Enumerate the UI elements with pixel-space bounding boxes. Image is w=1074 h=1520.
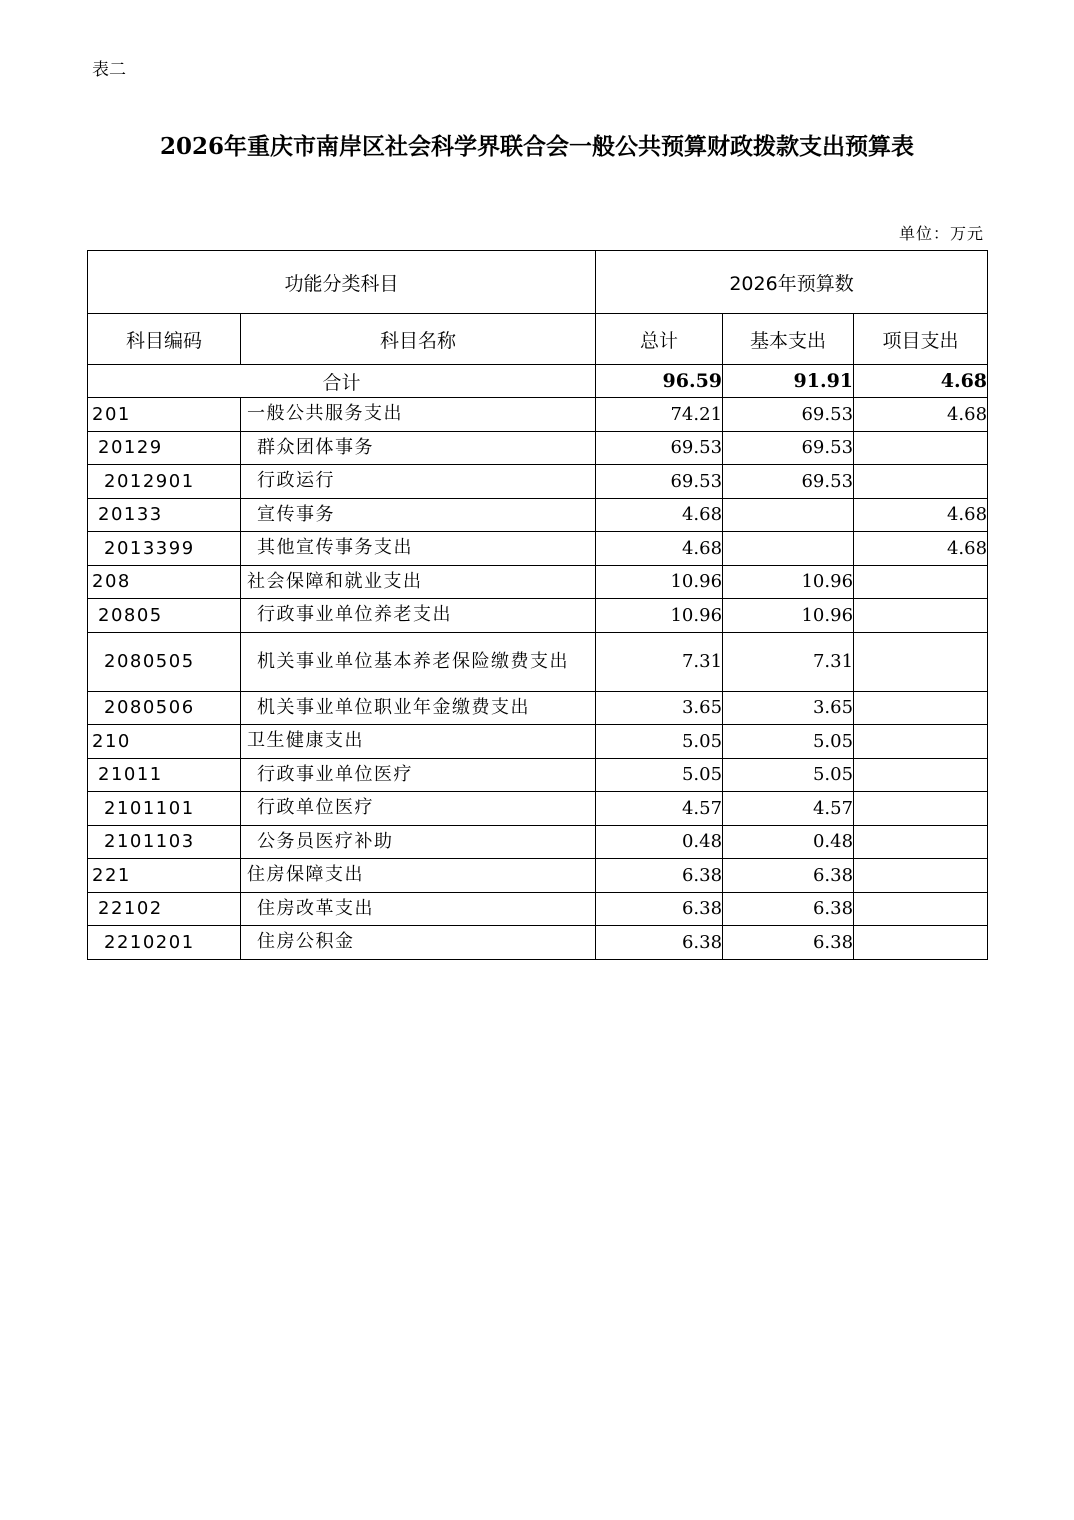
table-row	[88, 758, 988, 792]
row-total: 6.38	[596, 892, 723, 926]
row-project	[854, 926, 988, 960]
row-project	[854, 825, 988, 859]
row-project	[854, 431, 988, 465]
row-name-text: 行政运行	[257, 470, 335, 492]
table-row	[88, 599, 988, 633]
table-row	[88, 398, 988, 432]
row-name	[241, 398, 596, 432]
row-code	[88, 725, 241, 759]
row-basic: 10.96	[723, 599, 854, 633]
row-total: 10.96	[596, 599, 723, 633]
total-sum: 96.59	[596, 365, 723, 398]
row-total: 6.38	[596, 859, 723, 893]
row-code	[88, 398, 241, 432]
row-basic	[723, 498, 854, 532]
row-name-text: 一般公共服务支出	[247, 403, 403, 425]
table-row	[88, 532, 988, 566]
group-header-category: 功能分类科目	[88, 251, 596, 314]
row-name-text: 宣传事务	[257, 503, 335, 525]
row-code-text: 2210201	[104, 931, 195, 953]
row-total: 6.38	[596, 926, 723, 960]
total-project: 4.68	[854, 365, 988, 398]
row-project	[854, 758, 988, 792]
table-row	[88, 892, 988, 926]
row-code	[88, 431, 241, 465]
row-total: 0.48	[596, 825, 723, 859]
row-total: 10.96	[596, 565, 723, 599]
table-row	[88, 926, 988, 960]
row-project: 4.68	[854, 532, 988, 566]
row-total: 5.05	[596, 725, 723, 759]
row-project: 4.68	[854, 498, 988, 532]
table-row	[88, 792, 988, 826]
column-header-project: 项目支出	[854, 314, 988, 365]
row-project	[854, 892, 988, 926]
column-header-basic: 基本支出	[723, 314, 854, 365]
row-basic: 3.65	[723, 691, 854, 725]
row-name	[241, 691, 596, 725]
group-header-row	[88, 251, 988, 314]
row-code-text: 20805	[98, 604, 163, 626]
column-header-code: 科目编码	[88, 314, 241, 365]
row-code-text: 20129	[98, 437, 163, 459]
row-name	[241, 599, 596, 633]
row-code	[88, 465, 241, 499]
row-name	[241, 725, 596, 759]
row-name-text: 住房保障支出	[247, 864, 364, 886]
row-basic: 6.38	[723, 926, 854, 960]
row-name-text: 机关事业单位职业年金缴费支出	[257, 696, 530, 718]
table-row	[88, 565, 988, 599]
row-total: 4.57	[596, 792, 723, 826]
table-row	[88, 825, 988, 859]
row-project	[854, 725, 988, 759]
row-code-text: 2080506	[104, 697, 195, 719]
total-row	[88, 365, 988, 398]
row-name	[241, 792, 596, 826]
budget-table	[87, 250, 988, 960]
row-code	[88, 758, 241, 792]
row-name	[241, 565, 596, 599]
table-row	[88, 498, 988, 532]
row-code	[88, 859, 241, 893]
row-total: 69.53	[596, 431, 723, 465]
row-code	[88, 632, 241, 691]
row-name-text: 行政事业单位医疗	[257, 763, 413, 785]
unit-label: 单位：万元	[898, 224, 984, 243]
row-basic: 7.31	[723, 632, 854, 691]
row-code-text: 2080505	[104, 651, 195, 672]
row-total: 4.68	[596, 498, 723, 532]
row-project	[854, 859, 988, 893]
row-code	[88, 892, 241, 926]
row-name	[241, 926, 596, 960]
table-label: 表二	[92, 60, 126, 80]
row-code-text: 2012901	[104, 470, 195, 492]
row-project: 4.68	[854, 398, 988, 432]
row-basic: 69.53	[723, 398, 854, 432]
row-name-text: 公务员医疗补助	[257, 830, 394, 852]
table-row	[88, 465, 988, 499]
row-code	[88, 599, 241, 633]
row-name	[241, 825, 596, 859]
row-name	[241, 532, 596, 566]
row-code	[88, 691, 241, 725]
row-basic	[723, 532, 854, 566]
row-basic: 69.53	[723, 465, 854, 499]
row-name-text: 住房改革支出	[257, 897, 374, 919]
row-project	[854, 465, 988, 499]
row-total: 7.31	[596, 632, 723, 691]
table-row	[88, 691, 988, 725]
row-total: 3.65	[596, 691, 723, 725]
row-basic: 0.48	[723, 825, 854, 859]
row-name-text: 行政事业单位养老支出	[257, 604, 452, 626]
table-row	[88, 859, 988, 893]
row-code	[88, 565, 241, 599]
row-name	[241, 632, 596, 691]
table-row	[88, 431, 988, 465]
row-name-text: 住房公积金	[257, 931, 355, 953]
row-code	[88, 498, 241, 532]
page-title: 2026年重庆市南岸区社会科学界联合会一般公共预算财政拨款支出预算表	[159, 133, 914, 160]
column-header-name: 科目名称	[241, 314, 596, 365]
row-name	[241, 758, 596, 792]
row-total: 69.53	[596, 465, 723, 499]
row-code	[88, 532, 241, 566]
column-header-total: 总计	[596, 314, 723, 365]
row-code	[88, 926, 241, 960]
row-basic: 5.05	[723, 725, 854, 759]
row-name-text: 社会保障和就业支出	[247, 570, 423, 592]
row-code-text: 20133	[98, 504, 163, 526]
row-name-text: 行政单位医疗	[257, 797, 374, 819]
row-name	[241, 859, 596, 893]
row-name-text: 其他宣传事务支出	[257, 537, 413, 559]
row-project	[854, 599, 988, 633]
row-code-text: 210	[92, 730, 131, 752]
row-total: 5.05	[596, 758, 723, 792]
row-code-text: 201	[92, 403, 131, 425]
row-basic: 10.96	[723, 565, 854, 599]
row-name	[241, 431, 596, 465]
row-code	[88, 825, 241, 859]
row-project	[854, 632, 988, 691]
row-code	[88, 792, 241, 826]
total-basic: 91.91	[723, 365, 854, 398]
row-name	[241, 892, 596, 926]
row-code-text: 22102	[98, 898, 163, 920]
row-project	[854, 565, 988, 599]
row-code-text: 21011	[98, 764, 163, 786]
row-name-text: 卫生健康支出	[247, 730, 364, 752]
table-row	[88, 632, 988, 691]
row-basic: 69.53	[723, 431, 854, 465]
row-code-text: 2013399	[104, 537, 195, 559]
row-project	[854, 792, 988, 826]
table-row	[88, 725, 988, 759]
row-code-text: 221	[92, 864, 131, 886]
row-name	[241, 498, 596, 532]
row-basic: 6.38	[723, 892, 854, 926]
row-code-text: 2101101	[104, 797, 195, 819]
row-total: 74.21	[596, 398, 723, 432]
total-label: 合计	[88, 365, 596, 398]
column-header-row	[88, 314, 988, 365]
row-code-text: 208	[92, 571, 131, 593]
row-basic: 6.38	[723, 859, 854, 893]
row-name	[241, 465, 596, 499]
row-project	[854, 691, 988, 725]
row-code-text: 2101103	[104, 831, 195, 853]
row-basic: 4.57	[723, 792, 854, 826]
row-name-text: 群众团体事务	[257, 436, 374, 458]
row-name-text: 机关事业单位基本养老保险缴费支出	[257, 650, 569, 672]
row-basic: 5.05	[723, 758, 854, 792]
group-header-budget: 2026年预算数	[596, 251, 988, 314]
row-total: 4.68	[596, 532, 723, 566]
